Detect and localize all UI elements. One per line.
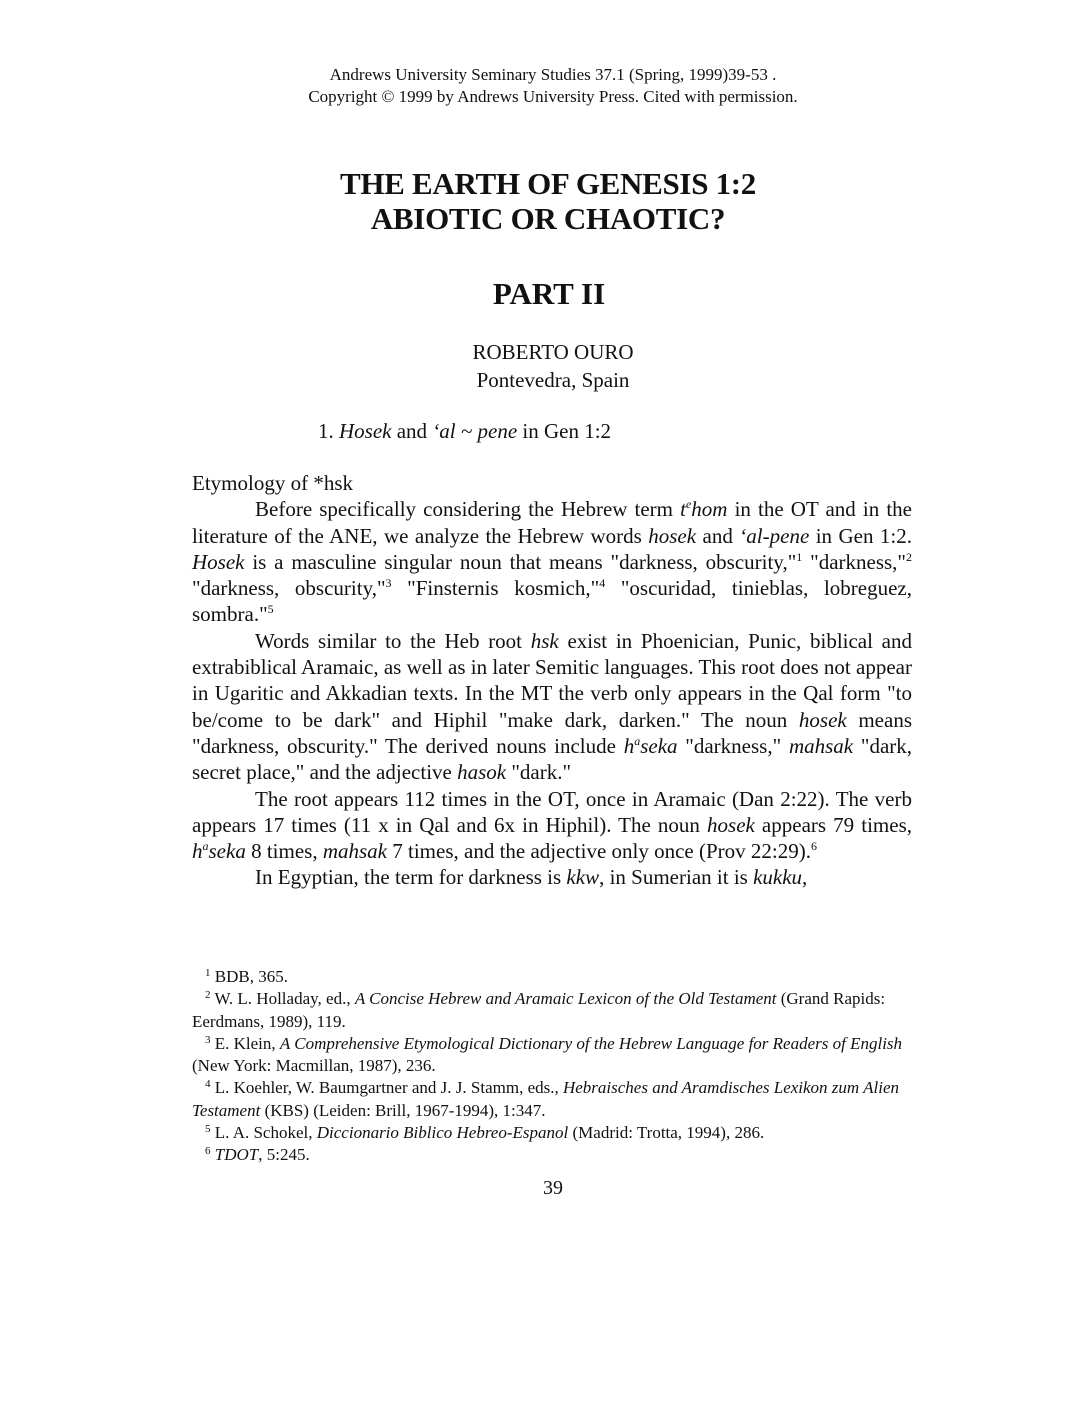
- text-span: Words similar to the Heb root: [255, 628, 531, 653]
- term-kkw: kkw: [566, 865, 600, 890]
- text-span: BDB, 365.: [210, 967, 288, 986]
- term-haseka: [624, 734, 678, 758]
- text-span: and: [696, 523, 740, 548]
- footnote-6: [192, 1144, 927, 1166]
- title-line-2: ABIOTIC OR CHAOTIC?: [370, 201, 726, 236]
- term-tehom: [680, 497, 727, 521]
- footnote-5: [192, 1122, 927, 1144]
- footnote-2: [192, 988, 927, 1033]
- part-heading: PART II: [492, 276, 606, 311]
- footnote-3: [192, 1033, 927, 1078]
- footnote-title: Diccionario Biblico Hebreo-Espanol: [316, 1123, 569, 1143]
- section-heading: [318, 418, 611, 444]
- header-copyright: Copyright © 1999 by Andrews University Press. Cited with permission.: [308, 87, 798, 106]
- footnote-number: 2: [205, 989, 211, 1002]
- text-span: The root appears 112 times in the OT, once in Aramaic (Dan 2:22). The verb appears 17 times (11 x in Qal and 6x in Hiphil). The noun: [192, 786, 912, 837]
- text-span: seka: [208, 839, 246, 864]
- text-span: ,: [802, 865, 808, 890]
- text-span: E. Klein,: [210, 1033, 280, 1053]
- footnote-number: 5: [205, 1123, 211, 1136]
- text-span: h: [623, 733, 635, 758]
- footnote-title: Hebraisches and Aramdisches Lexikon zum Alien Testament: [192, 1078, 900, 1120]
- paragraph-2: [192, 628, 912, 786]
- footnote-ref-3[interactable]: 3: [385, 576, 392, 591]
- subheading-etymology: Etymology of *hsk: [192, 471, 353, 495]
- term-hosek: hosek: [648, 523, 697, 548]
- footnote-ref-2[interactable]: 2: [906, 549, 913, 564]
- text-span: "darkness,": [802, 549, 907, 574]
- text-span: "oscuridad, tinieblas, lobreguez, sombra.": [192, 576, 912, 627]
- body-text: [192, 470, 912, 891]
- text-span: "darkness, obscurity,": [192, 576, 386, 601]
- text-span: (Madrid: Trotta, 1994), 286.: [568, 1123, 765, 1143]
- page-number: 39: [543, 1177, 563, 1199]
- footnote-ref-1[interactable]: 1: [796, 549, 803, 564]
- term-mahsak: mahsak: [788, 733, 854, 758]
- header-citation: Andrews University Seminary Studies 37.1 (Spring, 1999)39-53 .: [329, 65, 777, 84]
- author-name: ROBERTO OURO: [472, 340, 634, 364]
- text-span: Before specifically considering the Hebrew term: [255, 497, 681, 522]
- superscript-e: e: [685, 497, 692, 512]
- term-hosek: hosek: [707, 812, 755, 837]
- paragraph-3: [192, 786, 912, 865]
- footnote-4: [192, 1077, 927, 1122]
- footnote-1: [192, 966, 927, 988]
- text-span: hom: [691, 497, 728, 522]
- term-kukku: kukku: [753, 865, 803, 890]
- paragraph-4: [192, 864, 912, 890]
- section-suffix: in Gen 1:2: [522, 419, 612, 443]
- author-block: [0, 338, 1088, 394]
- footnote-title: A Concise Hebrew and Aramaic Lexicon of the Old Testament: [354, 989, 777, 1009]
- term-hasok: hasok: [457, 760, 507, 785]
- text-span: "Finsternis kosmich,": [391, 576, 600, 601]
- text-span: 8 times,: [245, 839, 323, 864]
- footnote-number: 6: [205, 1145, 211, 1158]
- footnote-number: 4: [205, 1078, 211, 1091]
- text-span: in the OT and in the literature of the ANE, we analyze the Hebrew words: [192, 497, 912, 548]
- term-mahsak: mahsak: [322, 839, 387, 864]
- superscript-a: a: [202, 839, 209, 854]
- text-span: in Gen 1:2.: [809, 523, 913, 548]
- footnote-number: 3: [205, 1033, 211, 1046]
- text-span: exist in Phoenician, Punic, biblical and extrabiblical Aramaic, as well as in later Semitic languages. This root does not appear in Ugaritic and Akkadian texts. In the MT the verb only appears in the Qal form "to be/come to be dark" and Hiphil "make dark, darken." The noun: [192, 628, 912, 732]
- section-and: and: [396, 419, 428, 443]
- text-span: means "darkness, obscurity." The derived nouns include: [192, 707, 912, 758]
- text-span: (Grand Rapids: Eerdmans, 1989), 119.: [192, 989, 886, 1031]
- text-span: "dark.": [506, 760, 572, 785]
- text-span: appears 79 times,: [754, 812, 912, 837]
- term-hosek: hosek: [798, 707, 847, 732]
- text-span: t: [680, 497, 686, 522]
- text-span: 7 times, and the adjective only once (Prov 22:29).: [387, 839, 811, 864]
- term-hsk: hsk: [530, 628, 559, 653]
- text-span: W. L. Holladay, ed.,: [210, 989, 355, 1009]
- text-span: (KBS) (Leiden: Brill, 1967-1994), 1:347.: [260, 1100, 546, 1120]
- text-span: In Egyptian, the term for darkness is: [255, 865, 567, 890]
- text-span: "darkness,": [677, 733, 789, 758]
- superscript-a: a: [634, 733, 641, 748]
- footnote-ref-6[interactable]: 6: [810, 839, 817, 854]
- text-span: "dark, secret place," and the adjective: [192, 733, 913, 785]
- section-number: 1.: [318, 419, 334, 443]
- journal-header: [0, 64, 1088, 108]
- term-alpene: ‘al-pene: [739, 523, 810, 548]
- text-span: L. Koehler, W. Baumgartner and J. J. Stamm, eds.,: [210, 1078, 563, 1098]
- text-span: , 5:245.: [258, 1145, 310, 1165]
- footnote-number: 1: [205, 967, 211, 979]
- section-term-hosek: Hosek: [339, 419, 392, 443]
- footnote-ref-5[interactable]: 5: [267, 602, 274, 617]
- text-span: is a masculine singular noun that means "darkness, obscurity,": [244, 549, 797, 574]
- term-hosek: Hosek: [192, 549, 245, 574]
- footnotes: [192, 966, 927, 1167]
- footnote-title: A Comprehensive Etymological Dictionary of the Hebrew Language for Readers of English: [279, 1033, 903, 1053]
- term-haseka: [192, 839, 246, 863]
- paragraph-1: [192, 496, 912, 627]
- article-title: [0, 166, 1088, 236]
- footnote-title: TDOT: [210, 1145, 259, 1165]
- author-location: Pontevedra, Spain: [476, 368, 630, 392]
- footnote-ref-4[interactable]: 4: [599, 576, 606, 591]
- text-span: seka: [640, 733, 678, 758]
- text-span: L. A. Schokel,: [210, 1123, 317, 1143]
- text-span: (New York: Macmillan, 1987), 236.: [192, 1056, 436, 1076]
- text-span: h: [192, 839, 203, 864]
- section-term-alpene: ‘al ~ pene: [432, 419, 518, 443]
- text-span: , in Sumerian it is: [599, 865, 754, 890]
- title-line-1: THE EARTH OF GENESIS 1:2: [339, 166, 757, 201]
